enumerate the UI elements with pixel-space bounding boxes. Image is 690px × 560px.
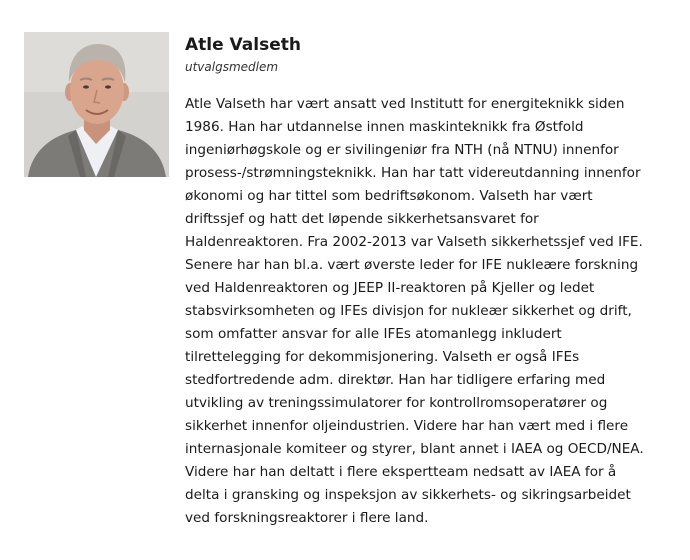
bio-line: Videre har han deltatt i flere ekspertteam nedsatt av IAEA for å (185, 464, 617, 480)
bio-line: prosess-/strømningsteknikk. Han har tatt videreutdanning innenfor (185, 165, 641, 181)
member-bio (185, 93, 685, 530)
bio-line: ingeniørhøgskole og er sivilingeniør fra NTH (nå NTNU) innenfor (185, 142, 619, 158)
bio-line: Atle Valseth har vært ansatt ved Institutt for energiteknikk siden (185, 96, 625, 112)
member-role: utvalgsmedlem (185, 60, 279, 74)
bio-line: ved Haldenreaktoren og JEEP II-reaktoren på Kjeller og ledet (185, 280, 595, 296)
member-name: Atle Valseth (185, 35, 301, 55)
bio-line: utvikling av treningssimulatorer for kontrollromsoperatører og (185, 395, 608, 411)
portrait-illustration (24, 32, 169, 177)
bio-line: 1986. Han har utdannelse innen maskinteknikk fra Østfold (185, 119, 584, 135)
bio-line: ved forskningsreaktorer i flere land. (185, 510, 429, 526)
bio-line: internasjonale komiteer og styrer, blant annet i IAEA og OECD/NEA. (185, 441, 644, 457)
bio-line: som omfatter ansvar for alle IFEs atomanlegg inkludert (185, 326, 562, 342)
bio-line: Haldenreaktoren. Fra 2002-2013 var Valseth sikkerhetssjef ved IFE. (185, 234, 643, 250)
portrait-eye-left (83, 85, 89, 88)
portrait-eye-right (105, 85, 111, 88)
bio-line: driftssjef og hatt det løpende sikkerhetsansvaret for (185, 211, 539, 227)
bio-line: sikkerhet innenfor oljeindustrien. Videre har han vært med i flere (185, 418, 629, 434)
bio-line: tilrettelegging for dekommisjonering. Valseth er også IFEs (185, 349, 580, 365)
bio-line: delta i gransking og inspeksjon av sikkerhets- og sikringsarbeidet (185, 487, 631, 503)
member-portrait (24, 32, 169, 177)
bio-line: økonomi og har tittel som bedriftsøkonom. Valseth har vært (185, 188, 593, 204)
bio-line: stabsvirksomheten og IFEs divisjon for nukleær sikkerhet og drift, (185, 303, 632, 319)
bio-line: Senere har han bl.a. vært øverste leder for IFE nukleære forskning (185, 257, 639, 273)
bio-line: stedfortredende adm. direktør. Han har tidligere erfaring med (185, 372, 606, 388)
